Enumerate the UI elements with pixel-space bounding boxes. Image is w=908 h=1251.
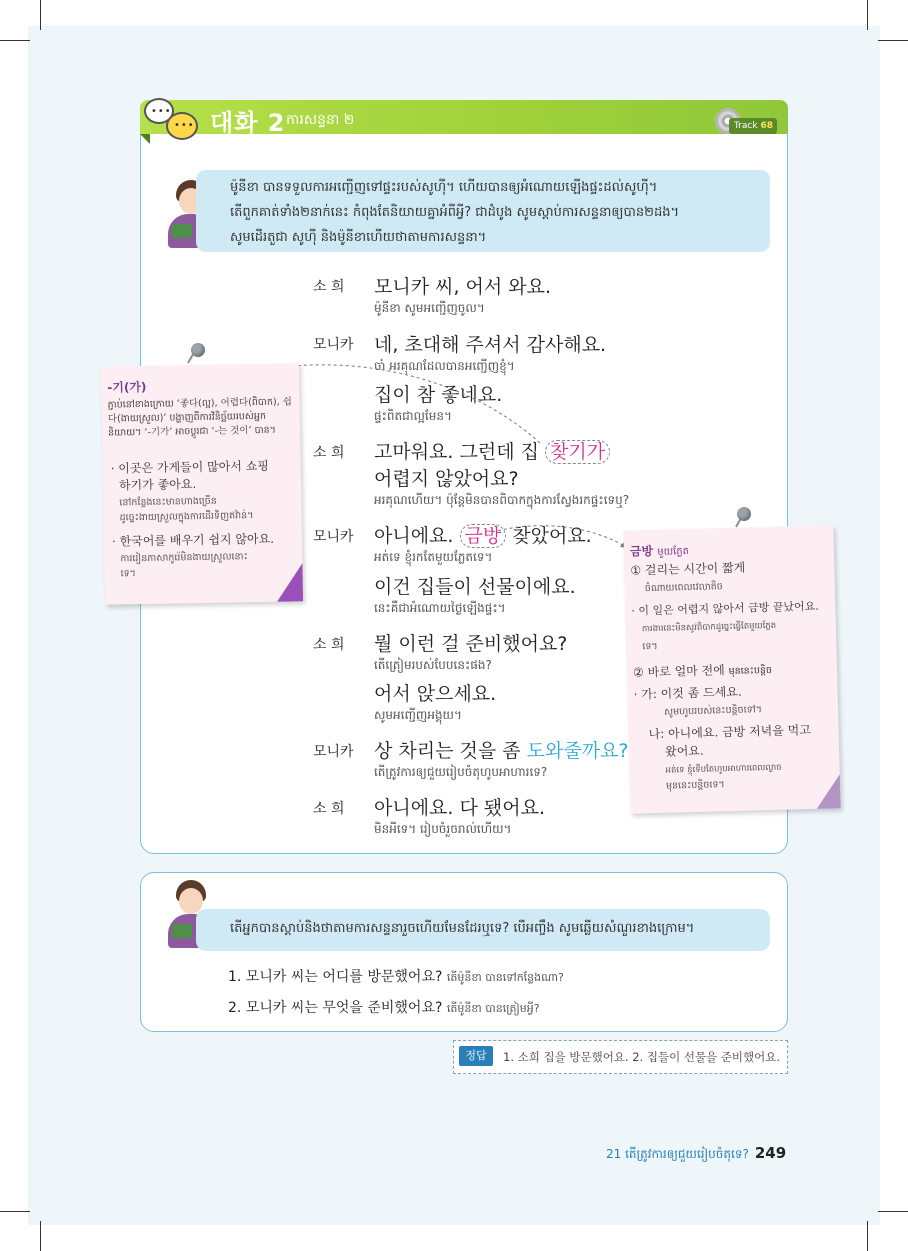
vocab-sense: ② 바로 얼마 전에 មុននេះបន្តិច <box>632 663 773 680</box>
grammar-note <box>101 363 303 604</box>
crop-mark <box>878 40 908 41</box>
vocab-example-korean: · 가: 이것 좀 드세요. <box>633 684 742 702</box>
pin-icon <box>737 507 751 521</box>
dialogue-line-khmer: សូមអញ្ជើញអង្គុយ។ <box>374 708 462 722</box>
vocab-example-khmer: សូមហូបរបស់នេះបន្តិចទៅ។ <box>663 704 763 718</box>
dialogue-line-korean: 어렵지 않았어요? <box>374 468 519 490</box>
crop-mark <box>867 1221 868 1251</box>
intro-line: សូមដើរតួជា សូហុី និងម៉ូនីខាហើយថាតាមការសន្ទនា។ <box>230 230 487 245</box>
speech-bubbles-icon: ••• ••• <box>142 96 206 144</box>
dialogue-line-khmer: តើត្រៀមរបស់បែបនេះផង? <box>374 658 492 672</box>
dialogue-title-khmer: ការសន្ទនា ២ <box>286 112 355 128</box>
vocab-example-khmer: មុននេះបន្តិចទេ។ <box>665 779 725 792</box>
grammar-example-khmer: នៅកន្លែងនេះមានហាងច្រើន <box>119 495 217 509</box>
grammar-highlight[interactable]: 찾기가 <box>545 440 610 464</box>
crop-mark <box>40 0 41 30</box>
pin-icon <box>191 343 205 357</box>
speaker-label: 소 희 <box>313 445 345 461</box>
grammar-example-korean: · 한국어를 배우기 쉽지 않아요. <box>111 531 275 549</box>
vocab-example-khmer: ទេ។ <box>642 640 658 653</box>
crop-mark <box>867 0 868 30</box>
grammar-example-korean: 하기가 좋아요. <box>118 477 197 493</box>
questions-prompt: តើអ្នកបានស្ដាប់និងថាតាមការសន្ទនារួចហើយមែនដែរឬទេ? បើអញ្ចឹង សូមឆ្លើយសំណួរខាងក្រោម។ <box>196 909 770 951</box>
speaker-label: 모니카 <box>313 529 354 545</box>
vocab-highlight[interactable]: 금방 <box>460 524 507 548</box>
dialogue-line-korean: 집이 참 좋네요. <box>374 384 503 406</box>
grammar-example-khmer: ទេ។ <box>120 568 136 580</box>
intro-line: តើពួកគាត់ទាំង២នាក់នេះ កំពុងតែនិយាយគ្នាអំពីអ្វី? ជាដំបូង សូមស្ដាប់ការសន្ទនាឲ្យបាន២ដង។ <box>230 205 680 220</box>
dialogue-line-korean: 어서 앉으세요. <box>374 683 497 705</box>
dialogue-line-korean: 이건 집들이 선물이에요. <box>374 576 576 598</box>
dialogue-line-khmer: ម៉ូនីខា សូមអញ្ជើញចូល។ <box>374 301 485 315</box>
dialogue-title: 대화 2 <box>210 109 286 137</box>
vocab-note <box>623 525 840 813</box>
page-number: 249 <box>754 1144 787 1162</box>
dialogue-line-korean: 고마워요. 그런데 집 찾기가 <box>374 437 610 464</box>
vocab-sense: ① 걸리는 시간이 짧게 <box>630 560 746 578</box>
dialogue-line-korean: 아니에요. 금방 찾았어요. <box>374 525 592 547</box>
intro-line: ម៉ូនីខា បានទទួលការអញ្ជើញទៅផ្ទះរបស់សូហុី។ ហើយបានឲ្យអំណោយឡើងផ្ទះដល់សូហុី។ <box>230 180 658 195</box>
dialogue-line-korean: 네, 초대해 주셔서 감사해요. <box>374 334 607 356</box>
speaker-label: 모니카 <box>313 744 354 760</box>
dialogue-line-khmer: នេះគឺជាអំណោយថ្ងៃឡើងផ្ទះ។ <box>374 601 506 615</box>
dialogue-line-khmer: ផ្ទះពិតជាល្អមែន។ <box>374 409 452 423</box>
speaker-label: 소 희 <box>313 279 345 295</box>
grammar-example-korean: · 이곳은 가게들이 많아서 쇼핑 <box>110 458 270 476</box>
vocab-example-korean: · 이 일은 어렵지 않아서 금방 끝났어요. <box>631 599 819 618</box>
speaker-label: 모니카 <box>313 337 354 353</box>
note-corner-fold <box>816 774 841 809</box>
crop-mark <box>878 1211 908 1212</box>
dialogue-line-korean: 아니에요. 다 됐어요. <box>374 797 545 819</box>
dialogue-line-korean: 모니카 씨, 어서 와요. <box>374 276 552 298</box>
speaker-label: 소 희 <box>313 637 345 653</box>
answer-text: 1. 소희 집을 방문했어요. 2. 집들이 선물을 준비했어요. <box>503 1050 781 1064</box>
expression-highlight[interactable]: 도와줄까요? <box>526 740 629 762</box>
vocab-example-khmer: អត់ទេ ខ្ញុំទើបតែហូបអាហារពេលល្ងាច <box>665 762 782 776</box>
question-item: 1. 모니카 씨는 어디를 방문했어요? តើម៉ូនីខា បានទៅកន្លែងណា? <box>228 969 564 985</box>
dialogue-line-khmer: អរគុណហើយ។ ប៉ុន្តែមិនបានពិបាកក្នុងការស្វែងរកផ្ទះទេឬ? <box>374 493 630 507</box>
crop-mark <box>0 1211 30 1212</box>
vocab-example-khmer: ការងារនេះមិនសូវពិបាកដូច្នេះធ្វើតែមួយភ្លែត <box>641 620 777 635</box>
crop-mark <box>0 40 30 41</box>
answer-badge: 정답 <box>459 1046 493 1066</box>
question-item: 2. 모니카 씨는 무엇을 준비했어요? តើម៉ូនីខា បានត្រៀមអ្វី? <box>228 1000 540 1016</box>
grammar-example-khmer: ការរៀនភាសាកូរ៉េមិនងាយស្រួលនោះ <box>120 551 248 565</box>
dialogue-line-khmer: មិនអីទេ។ រៀបចំរួចរាល់ហើយ។ <box>374 822 512 836</box>
grammar-note-title: -기(가) <box>107 379 147 395</box>
dialogue-line-korean: 뭘 이런 걸 준비했어요? <box>374 633 568 655</box>
crop-mark <box>40 1221 41 1251</box>
vocab-example-korean: 왔어요. <box>664 743 704 759</box>
page-footer: 21 តើត្រូវការឲ្យជួយរៀបចំតុទេ? 249 <box>606 1144 787 1162</box>
grammar-note-description: ភ្ជាប់នៅខាងក្រោយ ‘좋다(ល្អ), 어렵다(ពិបាក), 쉽다(ងាយស្រួល)’ បង្ហាញពីការវិនិច្ឆ័យរបស់អ្នកនិយាយ។ ‘-기가’ អាចប្ដូរជា ‘-는 것이’ បាន។ <box>107 396 292 439</box>
dialogue-line-khmer: តើត្រូវការឲ្យជួយរៀបចំតុហូបអាហារទេ? <box>374 765 548 779</box>
vocab-example-korean: 나: 아니에요. 금방 저녁을 먹고 <box>648 722 812 742</box>
grammar-example-khmer: ដូច្នេះងាយស្រួលក្នុងការដើរទិញឥវ៉ាន់។ <box>119 510 254 524</box>
note-corner-fold <box>276 563 303 601</box>
intro-instructions <box>196 170 770 252</box>
speaker-label: 소 희 <box>313 801 345 817</box>
dialogue-line-korean: 상 차리는 것을 좀 도와줄까요? <box>374 740 629 762</box>
vocab-sense-khmer: ចំណាយពេលវេលាតិច <box>644 581 723 595</box>
vocab-note-title: 금방 មួយភ្លែត <box>629 544 690 559</box>
dialogue-line-khmer: ចា៎ អរគុណដែលបានអញ្ជើញខ្ញុំ។ <box>374 359 515 373</box>
dialogue-line-khmer: អត់ទេ ខ្ញុំរកតែមួយភ្លែតទេ។ <box>374 550 493 564</box>
track-badge[interactable]: Track 68 <box>729 118 777 134</box>
